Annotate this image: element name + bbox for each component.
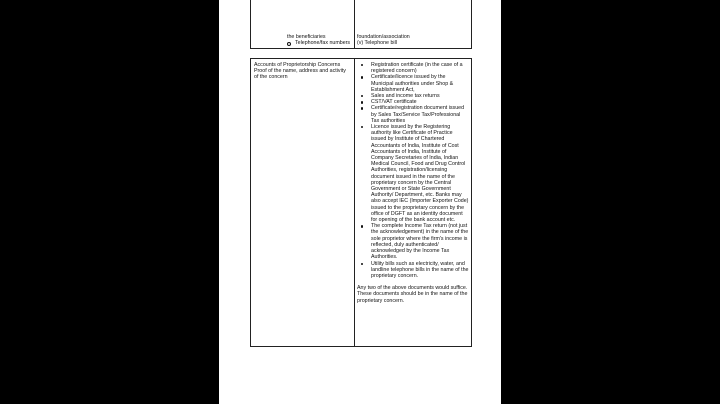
column-divider xyxy=(354,0,355,48)
document-page xyxy=(219,0,501,404)
cell-text: (v) Telephone bill xyxy=(357,40,397,47)
document-list xyxy=(357,62,469,279)
table-top xyxy=(250,0,472,49)
circle-bullet-icon xyxy=(287,42,291,46)
list-item: Utility bills such as electricity, water, and landline telephone bills in the name of the proprietary concern. xyxy=(357,261,469,280)
list-item xyxy=(287,40,353,46)
column-divider xyxy=(354,59,355,346)
list-item: Sales and income tax returns xyxy=(357,93,469,99)
cell-left xyxy=(287,34,353,46)
list-item-text: Telephone/fax numbers xyxy=(295,40,351,47)
cell-text: the beneficiaries xyxy=(287,34,326,40)
list-item: Licence issued by the Registering authority like Certificate of Practice issued by Institute of Chartered Accountants of India, Institute of Cost Accountants of India, Institute of Company Secretaries of India, Indian Medical Council, Food and Drug Control Authorities, registration/licensing document issued in the name of the proprietary concern by the Central Government or State Government Authority/ Department, etc. Banks may also accept IEC (Importer Exporter Code) issued to the proprietary concern by the office of DGFT as an identity document for opening of the bank account etc. xyxy=(357,124,469,223)
list-item: Registration certificate (in the case of a registered concern) xyxy=(357,62,469,74)
table-proprietorship xyxy=(250,58,472,347)
cell-right xyxy=(357,62,469,304)
cell-right xyxy=(357,34,469,46)
list-item: The complete Income Tax return (not just the acknowledgement) in the name of the sole proprietor where the firm's income is reflected, duly authenticated/ acknowledged by the Income Tax Authorities. xyxy=(357,223,469,260)
list-item: Certificate/registration document issued by Sales Tax/Service Tax/Professional Tax authorities xyxy=(357,105,469,124)
list-item: Certificate/licence issued by the Municipal authorities under Shop & Establishment Act, xyxy=(357,74,469,93)
footer-text: Any two of the above documents would suffice. These documents should be in the name of the proprietary concern. xyxy=(357,285,468,304)
cell-text: foundation/association xyxy=(357,34,410,40)
cell-text: Accounts of Proprietorship Concerns Proof of the name, address and activity of the concern xyxy=(254,62,346,81)
list-item: CST/VAT certificate xyxy=(357,99,469,105)
cell-left xyxy=(254,62,350,81)
